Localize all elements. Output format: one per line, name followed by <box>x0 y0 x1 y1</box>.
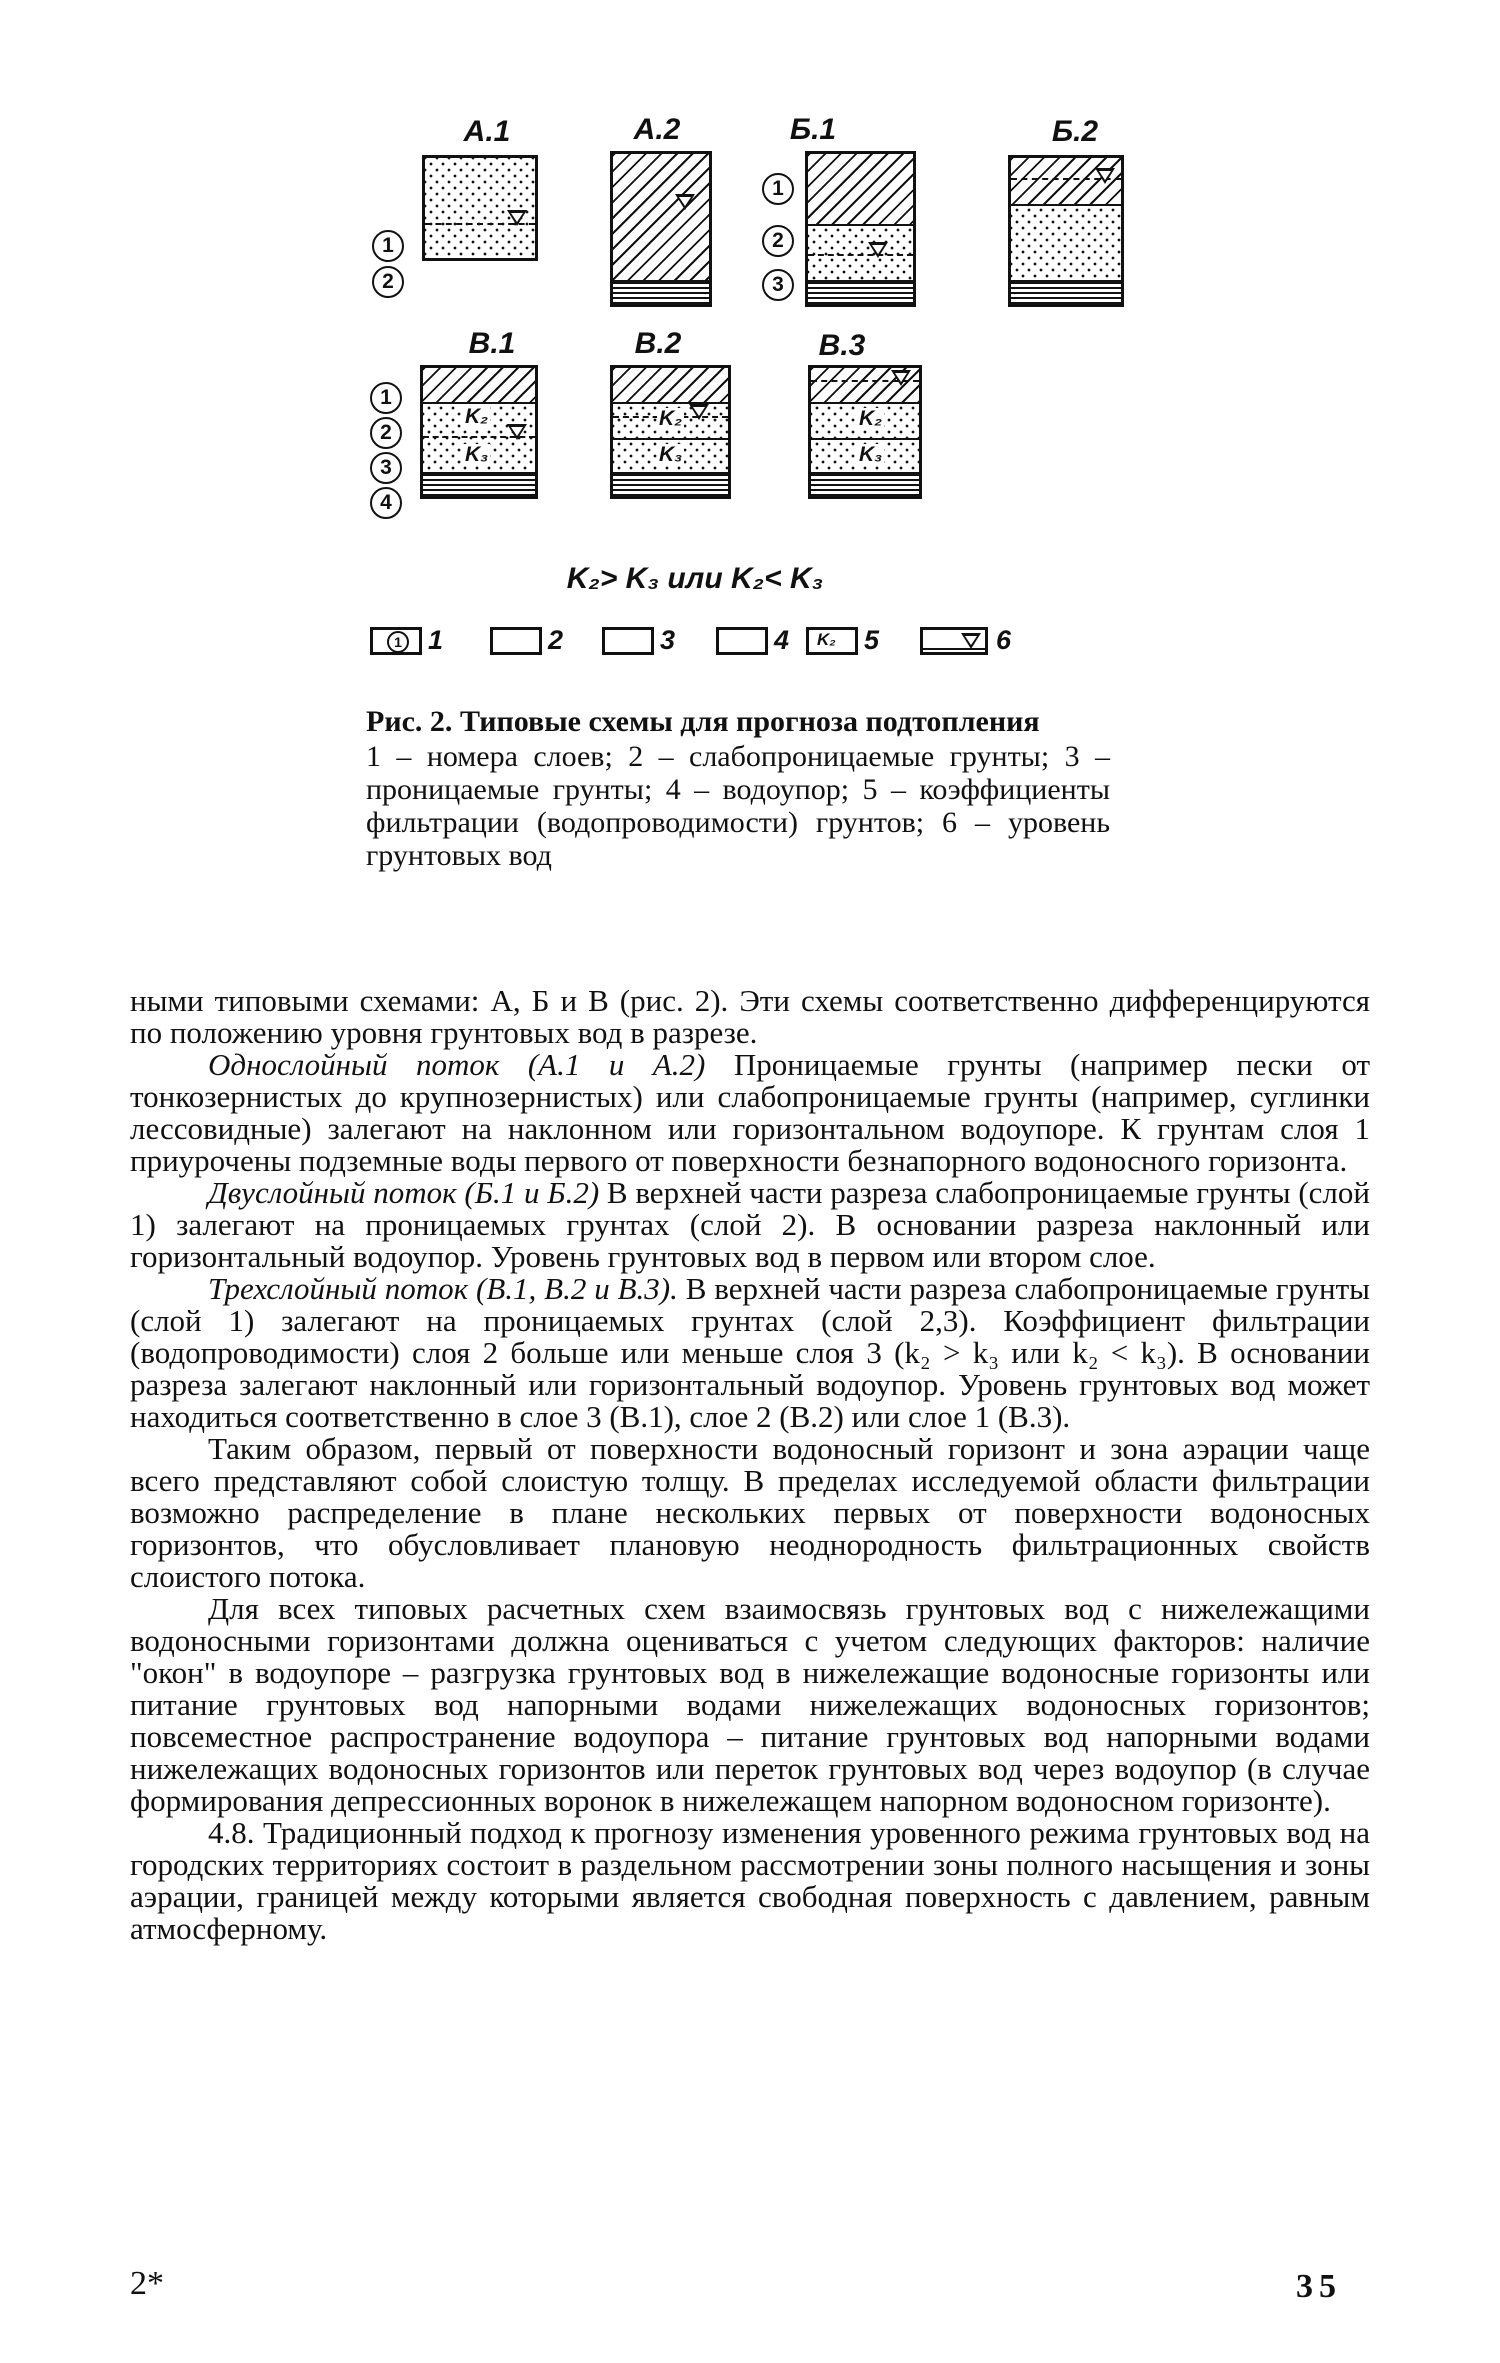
k2-label: K₂ <box>659 407 683 430</box>
aquiclude-layer <box>811 474 919 496</box>
layer-boundary <box>808 254 913 256</box>
water-level-icon <box>675 194 695 210</box>
k2-label: K₂ <box>859 407 883 430</box>
k3-label: K₃ <box>659 443 683 466</box>
permeable-layer <box>1011 204 1121 282</box>
layer-number-2: 2 <box>370 417 402 449</box>
paragraph: ными типовыми схемами: А, Б и В (рис. 2). Эти схемы соответственно дифференцируются по положению уровня грунтовых вод в разрезе. <box>130 983 1370 1050</box>
water-level-icon <box>689 404 709 420</box>
layer-boundary <box>613 402 728 404</box>
layer-boundary <box>613 438 728 440</box>
caption-label: Рис. 2. <box>366 705 453 738</box>
paragraph-two-layer-flow <box>130 1177 1370 1273</box>
aquiclude-layer <box>613 282 709 304</box>
figure-typical-schemes <box>340 95 1160 675</box>
column-a2 <box>610 151 712 307</box>
paragraph: Таким образом, первый от поверхности водоносный горизонт и зона аэрации чаще всего представляют собой слоистую толщу. В пределах исследуемой области фильтрации возможно распределение в плане нескольких первых от поверхности водоносных горизонтов, что обусловливает плановую неоднородность фильтрационных свойств слоистого потока. <box>130 1431 1370 1594</box>
legend-swatch-water-level <box>920 627 988 655</box>
caption-legend: 1 – номера слоев; 2 – слабопроницаемые грунты; 3 – проницаемые грунты; 4 – водоупор; 5 – коэффициенты фильтрации (водопроводимости) грунтов; 6 – уровень грунтовых вод <box>366 740 1110 872</box>
legend-number: 1 <box>428 625 444 655</box>
filtration-coefficient-symbol: K₂ <box>817 630 836 649</box>
layer-number-symbol: 1 <box>387 631 409 653</box>
panel-title-a1: A.1 <box>463 115 511 148</box>
layer-boundary <box>613 472 728 474</box>
aquiclude-layer <box>613 474 728 496</box>
caption-title <box>366 705 1110 738</box>
layer-boundary <box>811 438 919 440</box>
layer-number-3: 3 <box>370 452 402 484</box>
layer-number-4: 4 <box>370 487 402 519</box>
low-permeable-layer <box>613 154 709 282</box>
low-permeable-layer <box>613 368 728 402</box>
legend-swatch-low-permeable <box>490 627 542 655</box>
legend-number: 6 <box>996 625 1012 655</box>
caption-title-text: Типовые схемы для прогноза подтопления <box>459 705 1040 738</box>
paragraph-section-4-8: 4.8. Традиционный подход к прогнозу изменения уровенного режима грунтовых вод на городских территориях состоит в раздельном рассмотрении зоны полного насыщения и зоны аэрации, границей между которыми является свободная поверхность с давлением, равным атмосферному. <box>130 1815 1370 1946</box>
legend-swatch-permeable <box>602 627 654 655</box>
layer-number-3: 3 <box>762 269 794 301</box>
paragraph-text: В верхней части разреза слабопроницаемые грунты (слой 1) залегают на проницаемых грунтах (слой 2,3). Коэффициент фильтрации (водопроводимости) слоя 2 больше или меньше слоя 3 (k₂ > k₃ или k₂ < k₃). В основании разреза залегают наклонный или горизонтальный водоупор. Уровень грунтовых вод может находиться соответственно в слое 3 (В.1), слое 2 (В.2) или слое 1 (В.3). <box>130 1271 1370 1434</box>
water-level-icon <box>961 633 981 649</box>
filtration-condition: K₂> K₃ или K₂< K₃ <box>566 562 824 595</box>
legend-swatch-aquiclude <box>716 627 768 655</box>
paragraph-lead: Двуслойный поток (Б.1 и Б.2) <box>208 1175 600 1210</box>
legend-swatch-layer-number <box>370 627 422 655</box>
layer-boundary <box>1011 280 1121 282</box>
layer-boundary <box>811 402 919 404</box>
water-level-icon <box>1095 168 1115 184</box>
column-b2 <box>1008 155 1124 307</box>
column-a1 <box>422 155 538 261</box>
paragraph-lead: Однослойный поток (А.1 и А.2) <box>208 1047 706 1082</box>
panel-title-v1: В.1 <box>468 327 516 360</box>
paragraph-single-layer-flow <box>130 1049 1370 1177</box>
paragraph-text: Проницаемые грунты (например пески от тонкозернистых до крупнозернистых) или слабопроницаемые грунты (например, суглинки лессовидные) залегают на наклонном или горизонтальном водоупоре. К грунтам слоя 1 приурочены подземные воды первого от поверхности безнапорного водоносного горизонта. <box>130 1047 1370 1178</box>
panel-title-v2: В.2 <box>634 327 682 360</box>
figure-caption <box>366 705 1110 872</box>
aquiclude-layer <box>1011 282 1121 304</box>
legend-number: 3 <box>660 625 676 655</box>
paragraph: Для всех типовых расчетных схем взаимосвязь грунтовых вод с нижележащими водоносными горизонтами должна оцениваться с учетом следующих факторов: наличие "окон" в водоупоре – разгрузка грунтовых вод в нижележащие водоносные горизонты или питание грунтовых вод напорными водами нижележащих водоносных горизонтов; повсеместное распространение водоупора – питание грунтовых вод напорными водами нижележащих водоносных горизонтов или переток грунтовых вод через водоупор (в случае формирования депрессионных воронок в нижележащем напорном водоносном горизонте). <box>130 1591 1370 1818</box>
aquiclude-layer <box>423 474 535 496</box>
column-v1 <box>420 365 538 499</box>
legend-number: 2 <box>548 625 564 655</box>
water-level-icon <box>868 242 888 258</box>
low-permeable-layer <box>423 368 535 402</box>
k2-label: K₂ <box>465 405 489 428</box>
signature-mark: 2* <box>130 2265 164 2302</box>
layer-boundary <box>423 472 535 474</box>
layer-number-1: 1 <box>372 230 404 262</box>
paragraph-lead: Трехслойный поток (В.1, В.2 и В.3). <box>208 1271 678 1306</box>
legend-number: 5 <box>864 625 880 655</box>
panel-title-b1: Б.1 <box>789 113 837 146</box>
body-text <box>130 985 1370 1945</box>
layer-boundary <box>811 472 919 474</box>
water-level-icon <box>507 210 527 226</box>
layer-number-2: 2 <box>372 266 404 298</box>
column-b1 <box>805 151 916 307</box>
legend-number: 4 <box>774 625 790 655</box>
layer-number-1: 1 <box>762 173 794 205</box>
panel-title-v3: В.3 <box>818 329 866 362</box>
panel-title-a2: A.2 <box>633 113 681 146</box>
legend-swatch-filtration-coefficient <box>806 627 858 655</box>
column-v2 <box>610 365 731 499</box>
k3-label: K₃ <box>859 443 883 466</box>
layer-boundary <box>423 402 535 404</box>
water-level-icon <box>507 424 527 440</box>
layer-number-2: 2 <box>762 225 794 257</box>
k3-label: K₃ <box>465 443 489 466</box>
layer-boundary <box>613 280 709 282</box>
page-number: 35 <box>1296 2268 1342 2305</box>
panel-title-b2: Б.2 <box>1051 115 1099 148</box>
paragraph-three-layer-flow <box>130 1273 1370 1433</box>
water-level-icon <box>891 370 911 386</box>
column-v3 <box>808 365 922 499</box>
layer-boundary <box>808 224 913 226</box>
aquiclude-layer <box>808 282 913 304</box>
layer-number-1: 1 <box>370 382 402 414</box>
layer-boundary <box>1011 204 1121 206</box>
paragraph-text: В верхней части разреза слабопроницаемые грунты (слой 1) залегают на проницаемых грунтах (слой 2). В основании разреза наклонный или горизонтальный водоупор. Уровень грунтовых вод в первом или втором слое. <box>130 1175 1370 1274</box>
low-permeable-layer <box>808 154 913 224</box>
permeable-layer <box>808 224 913 282</box>
layer-boundary <box>808 280 913 282</box>
